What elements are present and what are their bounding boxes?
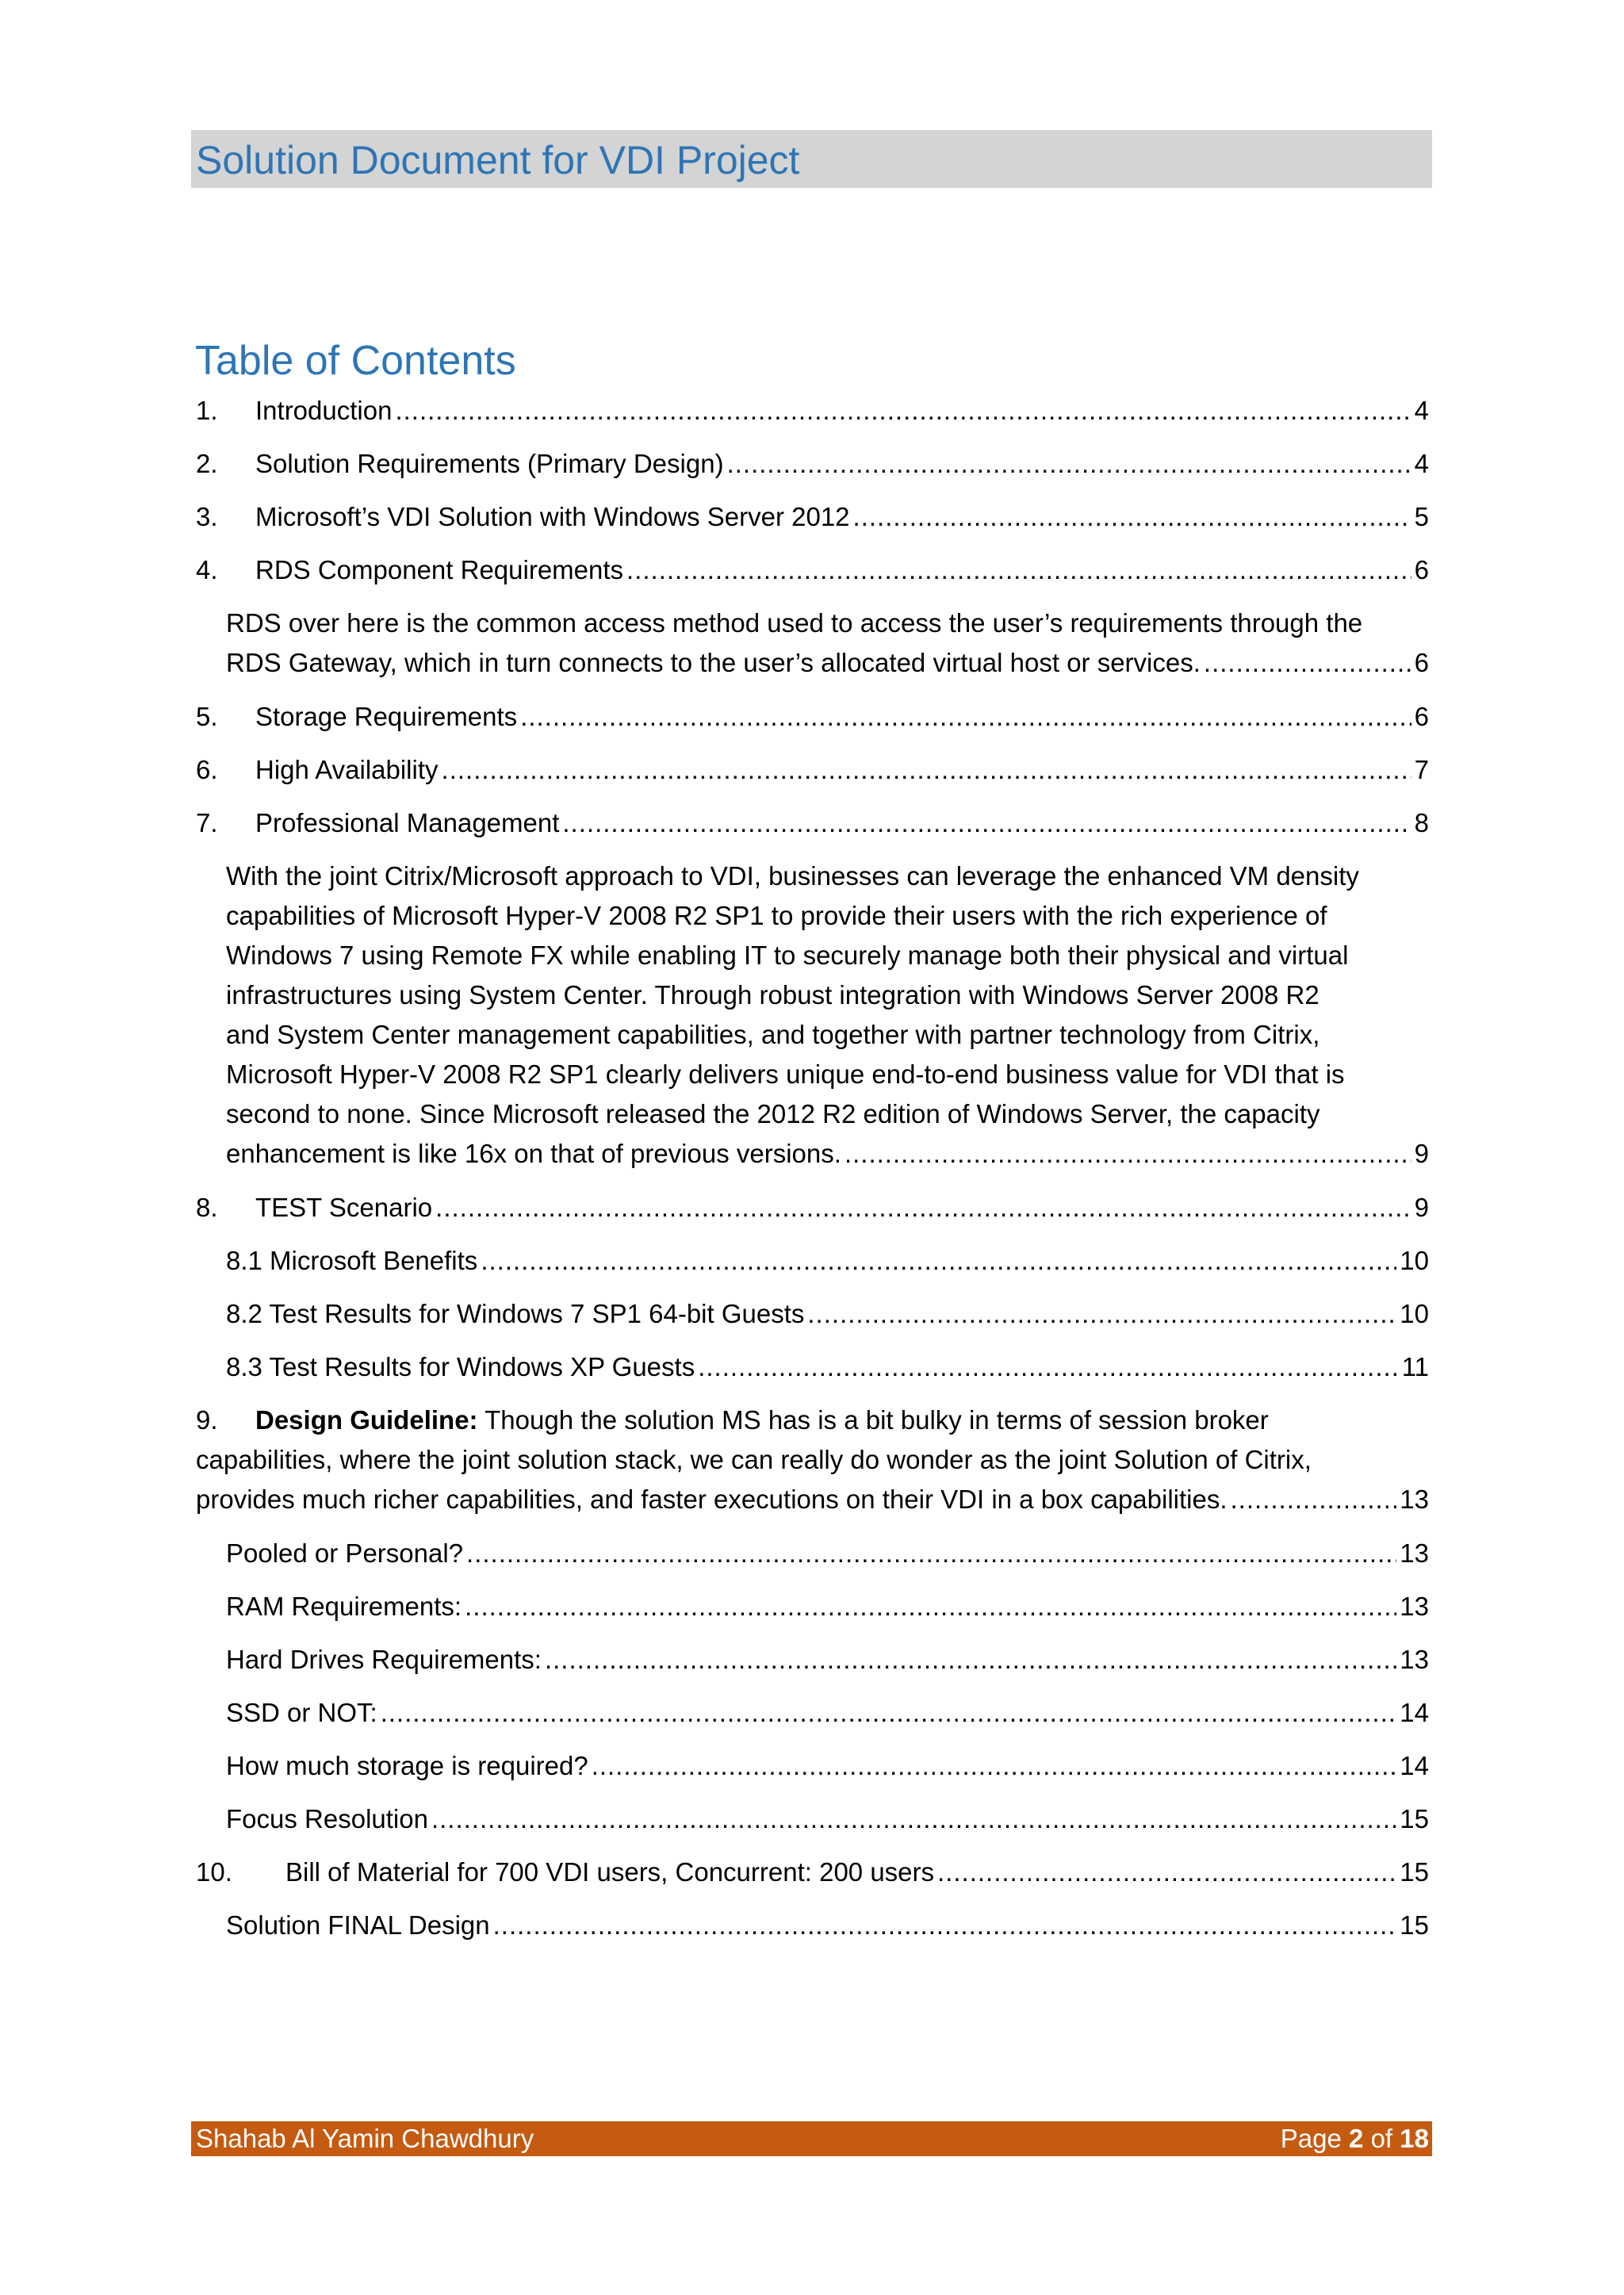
toc-entry-solution-requirements[interactable] <box>196 444 1429 483</box>
toc-entry-page: 13 <box>1400 1645 1429 1674</box>
toc-entry-page: 15 <box>1400 1910 1429 1940</box>
toc-entry-number: 3. <box>196 502 218 531</box>
toc-entry-page: 9 <box>1414 1193 1429 1222</box>
toc-entry-text: 8.3 Test Results for Windows XP Guests <box>226 1352 695 1381</box>
toc-leader-dots <box>465 1587 1396 1626</box>
footer-page-word: Page <box>1280 2124 1342 2153</box>
toc-entry-text: Introduction <box>255 396 393 425</box>
toc-entry-number: 10. <box>196 1857 232 1887</box>
toc-entry-text: Hard Drives Requirements: <box>226 1645 542 1674</box>
toc-leader-dots <box>435 1188 1411 1227</box>
toc-entry-page: 11 <box>1401 1352 1429 1381</box>
toc-entry-test-results-win7[interactable] <box>196 1294 1429 1333</box>
toc-entry-number: 7. <box>196 808 218 837</box>
toc-entry-high-availability[interactable] <box>196 750 1429 789</box>
toc-entry-text: How much storage is required? <box>226 1751 588 1780</box>
toc-leader-dots <box>1204 643 1411 683</box>
footer-page-current: 2 <box>1349 2124 1364 2153</box>
toc-entry-ram-requirements[interactable] <box>196 1587 1429 1626</box>
toc-entry-text-line: With the joint Citrix/Microsoft approach to VDI, businesses can leverage the enhanced VM density <box>226 861 1359 891</box>
toc-entry-text: RAM Requirements: <box>226 1592 462 1621</box>
toc-entry-rds-gateway[interactable] <box>196 603 1429 683</box>
toc-entry-design-guideline[interactable] <box>196 1400 1429 1519</box>
footer-author: Shahab Al Yamin Chawdhury <box>196 2124 534 2153</box>
toc-entry-number: 5. <box>196 702 218 731</box>
toc-entry-text: Microsoft’s VDI Solution with Windows Server 2012 <box>255 502 850 531</box>
toc-entry-microsoft-vdi[interactable] <box>196 497 1429 536</box>
toc-entry-page: 14 <box>1400 1751 1429 1780</box>
toc-leader-dots <box>431 1799 1396 1838</box>
toc-entry-text: 8.2 Test Results for Windows 7 SP1 64-bit Guests <box>226 1299 805 1328</box>
toc-entry-page: 13 <box>1400 1538 1429 1568</box>
toc-entry-test-results-winxp[interactable] <box>196 1347 1429 1386</box>
toc-entry-number: 2. <box>196 449 218 478</box>
toc-entry-text-line: RDS over here is the common access method used to access the user’s requirements through the <box>226 608 1363 638</box>
toc-entry-hard-drives[interactable] <box>196 1640 1429 1679</box>
toc-entry-bold-lead: Design Guideline: <box>255 1405 478 1435</box>
toc-entry-storage-requirements[interactable] <box>196 697 1429 736</box>
toc-entry-citrix-microsoft-approach[interactable] <box>196 856 1429 1174</box>
toc-entry-number: 4. <box>196 555 218 584</box>
toc-entry-page: 13 <box>1400 1485 1429 1514</box>
footer-page-number <box>1281 2121 1429 2156</box>
toc-entry-page: 7 <box>1414 755 1429 784</box>
toc-leader-dots <box>562 803 1411 842</box>
toc-entry-text-line: and System Center management capabilities, and together with partner technology from Citrix, <box>226 1020 1320 1049</box>
toc-leader-dots <box>442 750 1411 789</box>
toc-entry-page: 4 <box>1414 396 1429 425</box>
toc-entry-page: 6 <box>1414 648 1429 677</box>
toc-leader-dots <box>381 1693 1397 1732</box>
toc-entry-page: 6 <box>1414 555 1429 584</box>
document-footer <box>191 2121 1432 2156</box>
toc-leader-dots <box>727 444 1411 483</box>
footer-page-of: of <box>1370 2124 1393 2153</box>
toc-entry-text: TEST Scenario <box>255 1193 433 1222</box>
toc-entry-text-line: provides much richer capabilities, and faster executions on their VDI in a box capabilities. <box>196 1485 1228 1514</box>
toc-entry-storage-required[interactable] <box>196 1746 1429 1785</box>
toc-leader-dots <box>481 1241 1396 1280</box>
toc-entry-text: High Availability <box>255 755 439 784</box>
toc-entry-text: Storage Requirements <box>255 702 518 731</box>
toc-entry-number: 8. <box>196 1193 218 1222</box>
toc-entry-text-line: capabilities, where the joint solution stack, we can really do wonder as the joint Solution of Citrix, <box>196 1445 1312 1474</box>
toc-entry-page: 14 <box>1400 1698 1429 1727</box>
document-header <box>191 130 1432 188</box>
toc-leader-dots <box>937 1852 1396 1891</box>
toc-leader-dots <box>545 1640 1396 1679</box>
toc-leader-dots <box>395 391 1411 430</box>
toc-entry-page: 15 <box>1400 1857 1429 1887</box>
toc-entry-number: 9. <box>196 1405 218 1435</box>
toc-entry-page: 8 <box>1414 808 1429 837</box>
toc-entry-text-line: Microsoft Hyper-V 2008 R2 SP1 clearly delivers unique end-to-end business value for VDI that is <box>226 1059 1345 1089</box>
toc-leader-dots <box>626 550 1411 589</box>
toc-entry-page: 15 <box>1400 1804 1429 1833</box>
toc-entry-page: 10 <box>1400 1246 1429 1275</box>
toc-entry-text-line: Windows 7 using Remote FX while enabling IT to securely manage both their physical and virtual <box>226 941 1349 970</box>
toc-entry-text: Pooled or Personal? <box>226 1538 464 1568</box>
toc-leader-dots <box>853 497 1411 536</box>
toc-entry-text: Though the solution MS has is a bit bulky in terms of session broker <box>477 1405 1269 1435</box>
toc-entry-page: 9 <box>1414 1139 1429 1168</box>
toc-leader-dots <box>466 1534 1396 1573</box>
toc-leader-dots <box>520 697 1411 736</box>
toc-entry-solution-final-design[interactable] <box>196 1906 1429 1944</box>
toc-entry-microsoft-benefits[interactable] <box>196 1241 1429 1280</box>
toc-entry-ssd-or-not[interactable] <box>196 1693 1429 1732</box>
toc-entry-text: Professional Management <box>255 808 560 837</box>
toc-entry-text: Bill of Material for 700 VDI users, Concurrent: 200 users <box>285 1857 935 1887</box>
toc-heading: Table of Contents <box>195 338 516 384</box>
toc-leader-dots <box>807 1294 1396 1333</box>
toc-entry-test-scenario[interactable] <box>196 1188 1429 1227</box>
document-title: Solution Document for VDI Project <box>196 138 800 182</box>
toc-leader-dots <box>493 1906 1397 1944</box>
toc-entry-rds-component[interactable] <box>196 550 1429 589</box>
toc-entry-text-line: infrastructures using System Center. Through robust integration with Windows Server 2008 R2 <box>226 980 1320 1010</box>
toc-entry-page: 13 <box>1400 1592 1429 1621</box>
toc-entry-page: 4 <box>1414 449 1429 478</box>
toc-leader-dots <box>845 1134 1411 1174</box>
toc-entry-text: Focus Resolution <box>226 1804 428 1833</box>
toc-entry-page: 5 <box>1414 502 1429 531</box>
toc-entry-text: Solution Requirements (Primary Design) <box>255 449 724 478</box>
footer-page-total: 18 <box>1400 2124 1429 2153</box>
toc-entry-text-line: second to none. Since Microsoft released the 2012 R2 edition of Windows Server, the capacity <box>226 1099 1320 1128</box>
toc-entry-number: 6. <box>196 755 218 784</box>
toc-entry-text: Solution FINAL Design <box>226 1910 490 1940</box>
toc-leader-dots <box>1231 1480 1397 1519</box>
toc-leader-dots <box>592 1746 1397 1785</box>
toc-entry-text-line: capabilities of Microsoft Hyper-V 2008 R2 SP1 to provide their users with the rich experience of <box>226 901 1327 930</box>
toc-entry-focus-resolution[interactable] <box>196 1799 1429 1838</box>
toc-entry-text-line: enhancement is like 16x on that of previous versions. <box>226 1139 841 1168</box>
toc-entry-page: 10 <box>1400 1299 1429 1328</box>
toc-entry-bill-of-material[interactable] <box>196 1852 1429 1891</box>
toc-entry-page: 6 <box>1414 702 1429 731</box>
table-of-contents <box>196 391 1429 1959</box>
toc-leader-dots <box>698 1347 1399 1386</box>
toc-entry-number: 1. <box>196 396 218 425</box>
toc-entry-text: SSD or NOT: <box>226 1698 377 1727</box>
toc-entry-pooled-or-personal[interactable] <box>196 1534 1429 1573</box>
toc-entry-text: 8.1 Microsoft Benefits <box>226 1246 478 1275</box>
toc-entry-text-line: RDS Gateway, which in turn connects to the user’s allocated virtual host or services. <box>226 648 1201 677</box>
toc-entry-introduction[interactable] <box>196 391 1429 430</box>
toc-entry-text: RDS Component Requirements <box>255 555 624 584</box>
toc-entry-professional-management[interactable] <box>196 803 1429 842</box>
